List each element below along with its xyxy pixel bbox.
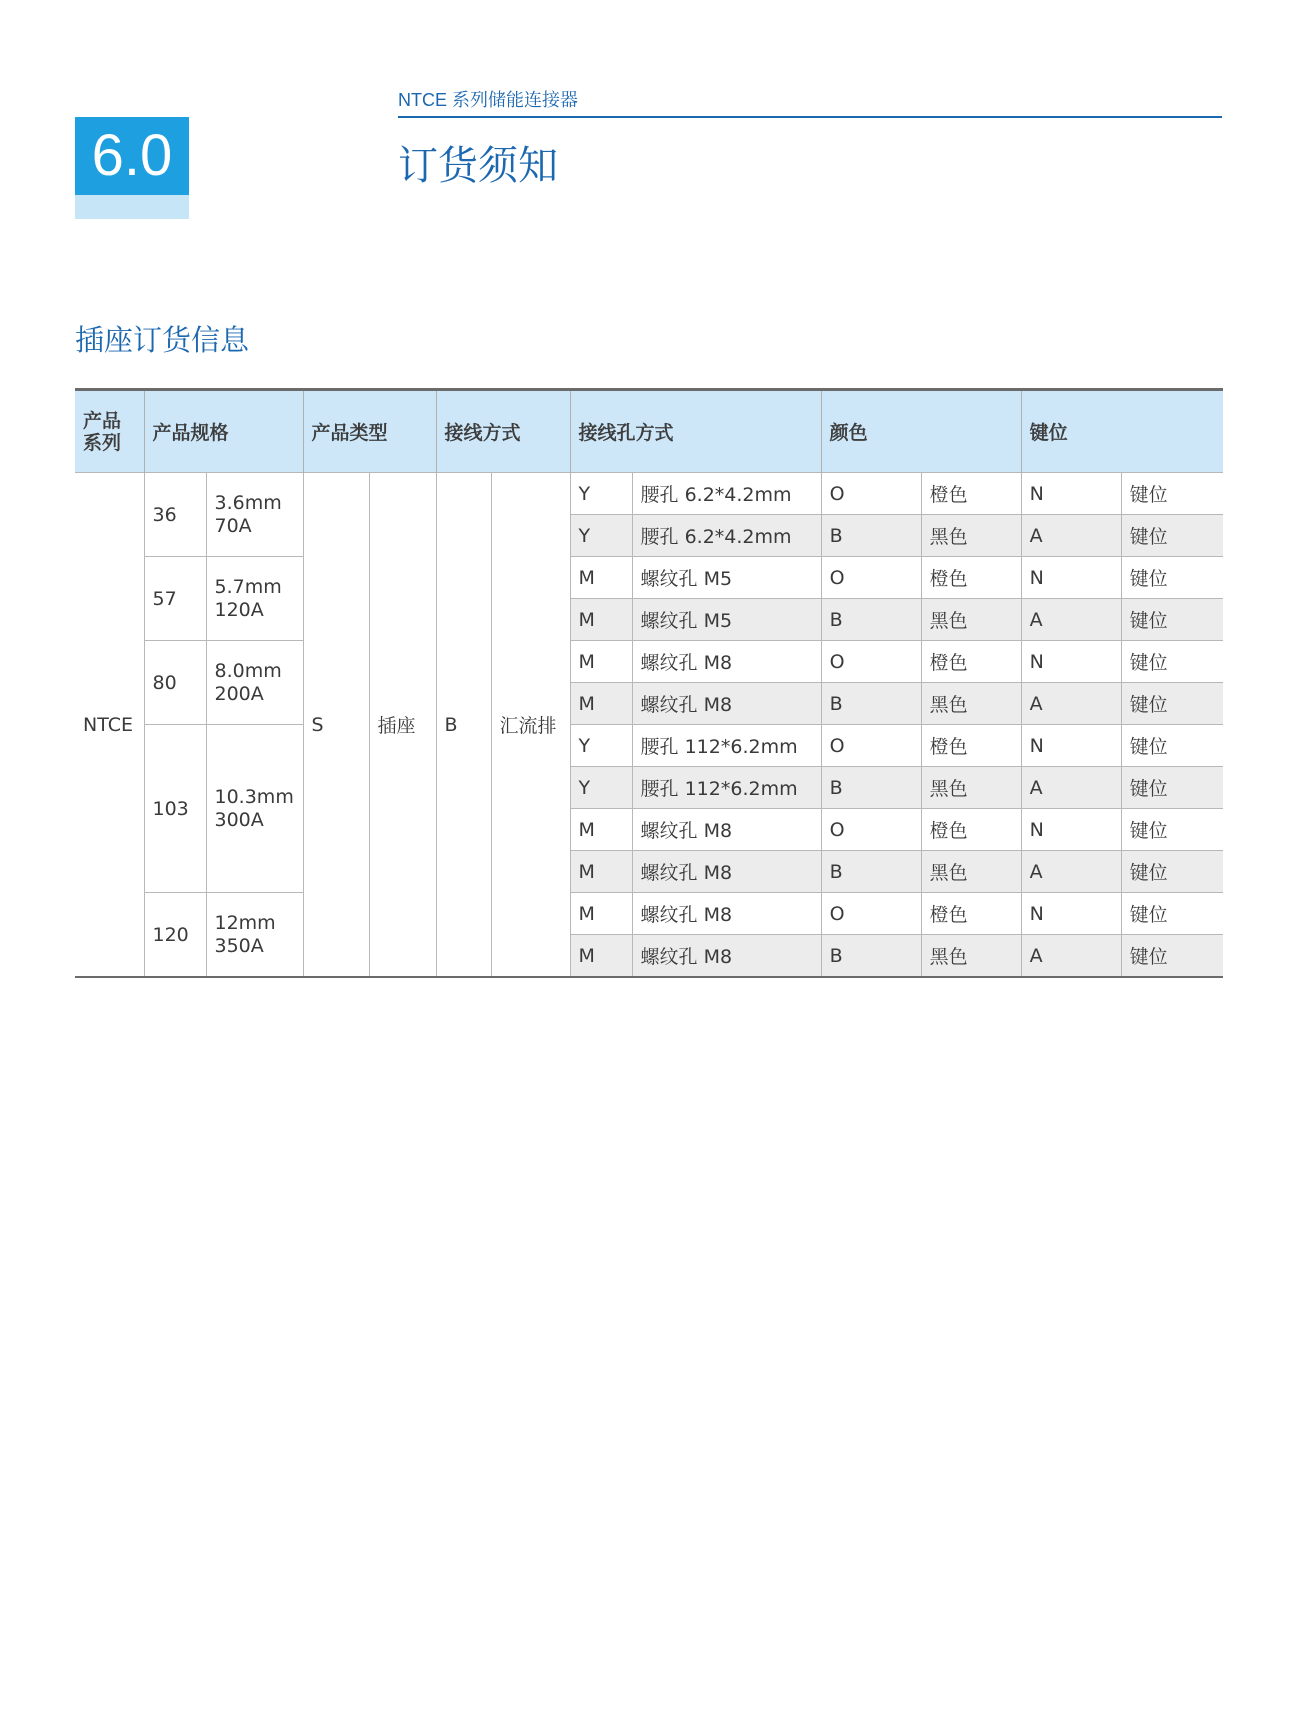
spec-desc-text: 8.0mm 200A xyxy=(214,659,282,705)
hole-name-cell: 腰孔 112*6.2mm xyxy=(632,767,821,809)
spec-code-cell: 36 xyxy=(144,473,206,557)
table-row xyxy=(75,725,1223,767)
hole-code-cell: Y xyxy=(570,767,632,809)
header-color: 颜色 xyxy=(821,390,1021,473)
color-name-cell: 橙色 xyxy=(921,557,1021,599)
color-code-cell: B xyxy=(821,851,921,893)
spec-desc-cell xyxy=(206,557,303,641)
header-spec: 产品规格 xyxy=(144,390,303,473)
hole-code-cell: Y xyxy=(570,515,632,557)
hole-code-cell: M xyxy=(570,809,632,851)
hole-name-cell: 腰孔 112*6.2mm xyxy=(632,725,821,767)
header-key: 键位 xyxy=(1021,390,1223,473)
spec-desc-cell xyxy=(206,725,303,893)
color-code-cell: O xyxy=(821,725,921,767)
hole-code-cell: M xyxy=(570,557,632,599)
key-name-cell: 键位 xyxy=(1121,809,1223,851)
badge-number: 6.0 xyxy=(75,117,189,195)
spec-desc-cell xyxy=(206,893,303,978)
key-code-cell: N xyxy=(1021,809,1121,851)
header-type: 产品类型 xyxy=(303,390,436,473)
key-name-cell: 键位 xyxy=(1121,767,1223,809)
spec-desc-text: 5.7mm 120A xyxy=(214,575,282,621)
header-wiring: 接线方式 xyxy=(436,390,570,473)
key-code-cell: N xyxy=(1021,725,1121,767)
spec-code-cell: 103 xyxy=(144,725,206,893)
header-hole: 接线孔方式 xyxy=(570,390,821,473)
spec-desc-text: 12mm 350A xyxy=(214,911,276,957)
header-series: 产品 系列 xyxy=(75,390,144,473)
key-name-cell: 键位 xyxy=(1121,641,1223,683)
color-code-cell: B xyxy=(821,767,921,809)
spec-code-cell: 80 xyxy=(144,641,206,725)
hole-code-cell: Y xyxy=(570,473,632,515)
key-code-cell: A xyxy=(1021,515,1121,557)
color-code-cell: O xyxy=(821,557,921,599)
color-name-cell: 黑色 xyxy=(921,935,1021,978)
table-row xyxy=(75,473,1223,515)
spec-code-cell: 57 xyxy=(144,557,206,641)
hole-name-cell: 腰孔 6.2*4.2mm xyxy=(632,515,821,557)
hole-code-cell: M xyxy=(570,641,632,683)
color-name-cell: 橙色 xyxy=(921,893,1021,935)
key-code-cell: A xyxy=(1021,935,1121,978)
ordering-table xyxy=(75,388,1223,978)
wiring-name-cell: 汇流排 xyxy=(491,473,570,978)
section-title: 插座订货信息 xyxy=(75,323,250,357)
table-row xyxy=(75,641,1223,683)
series-cell: NTCE xyxy=(75,473,144,978)
table-row xyxy=(75,893,1223,935)
table-header-row xyxy=(75,390,1223,473)
hole-name-cell: 螺纹孔 M8 xyxy=(632,935,821,978)
key-code-cell: N xyxy=(1021,893,1121,935)
type-name-cell: 插座 xyxy=(369,473,436,978)
key-name-cell: 键位 xyxy=(1121,851,1223,893)
hole-name-cell: 螺纹孔 M5 xyxy=(632,599,821,641)
key-code-cell: N xyxy=(1021,641,1121,683)
key-code-cell: N xyxy=(1021,557,1121,599)
spec-code-cell: 120 xyxy=(144,893,206,978)
badge-strip xyxy=(75,195,189,219)
key-code-cell: A xyxy=(1021,851,1121,893)
color-name-cell: 橙色 xyxy=(921,725,1021,767)
spec-desc-cell xyxy=(206,473,303,557)
spec-desc-cell xyxy=(206,641,303,725)
color-code-cell: B xyxy=(821,599,921,641)
color-code-cell: O xyxy=(821,809,921,851)
hole-code-cell: M xyxy=(570,683,632,725)
color-name-cell: 橙色 xyxy=(921,809,1021,851)
key-name-cell: 键位 xyxy=(1121,935,1223,978)
color-code-cell: O xyxy=(821,641,921,683)
hole-code-cell: M xyxy=(570,935,632,978)
hole-name-cell: 螺纹孔 M8 xyxy=(632,683,821,725)
hole-code-cell: M xyxy=(570,851,632,893)
color-name-cell: 黑色 xyxy=(921,767,1021,809)
key-code-cell: N xyxy=(1021,473,1121,515)
key-name-cell: 键位 xyxy=(1121,725,1223,767)
hole-code-cell: Y xyxy=(570,725,632,767)
type-code-cell: S xyxy=(303,473,369,978)
color-code-cell: O xyxy=(821,473,921,515)
key-name-cell: 键位 xyxy=(1121,473,1223,515)
color-name-cell: 黑色 xyxy=(921,599,1021,641)
wiring-code-cell: B xyxy=(436,473,491,978)
table-body xyxy=(75,473,1223,978)
color-code-cell: B xyxy=(821,935,921,978)
color-name-cell: 橙色 xyxy=(921,641,1021,683)
color-name-cell: 橙色 xyxy=(921,473,1021,515)
key-name-cell: 键位 xyxy=(1121,515,1223,557)
color-code-cell: B xyxy=(821,515,921,557)
color-code-cell: O xyxy=(821,893,921,935)
hole-name-cell: 腰孔 6.2*4.2mm xyxy=(632,473,821,515)
hole-name-cell: 螺纹孔 M8 xyxy=(632,893,821,935)
hole-name-cell: 螺纹孔 M8 xyxy=(632,809,821,851)
series-label: NTCE 系列储能连接器 xyxy=(398,90,578,110)
hole-name-cell: 螺纹孔 M8 xyxy=(632,641,821,683)
page-title: 订货须知 xyxy=(398,143,558,189)
key-name-cell: 键位 xyxy=(1121,893,1223,935)
header-rule xyxy=(398,116,1222,118)
table-row xyxy=(75,557,1223,599)
key-name-cell: 键位 xyxy=(1121,599,1223,641)
key-name-cell: 键位 xyxy=(1121,557,1223,599)
hole-code-cell: M xyxy=(570,893,632,935)
key-code-cell: A xyxy=(1021,599,1121,641)
color-code-cell: B xyxy=(821,683,921,725)
key-name-cell: 键位 xyxy=(1121,683,1223,725)
color-name-cell: 黑色 xyxy=(921,515,1021,557)
section-number-badge xyxy=(75,117,189,219)
hole-name-cell: 螺纹孔 M8 xyxy=(632,851,821,893)
key-code-cell: A xyxy=(1021,683,1121,725)
key-code-cell: A xyxy=(1021,767,1121,809)
spec-desc-text: 3.6mm 70A xyxy=(214,491,282,537)
color-name-cell: 黑色 xyxy=(921,851,1021,893)
hole-name-cell: 螺纹孔 M5 xyxy=(632,557,821,599)
color-name-cell: 黑色 xyxy=(921,683,1021,725)
spec-desc-text: 10.3mm 300A xyxy=(214,785,294,831)
hole-code-cell: M xyxy=(570,599,632,641)
